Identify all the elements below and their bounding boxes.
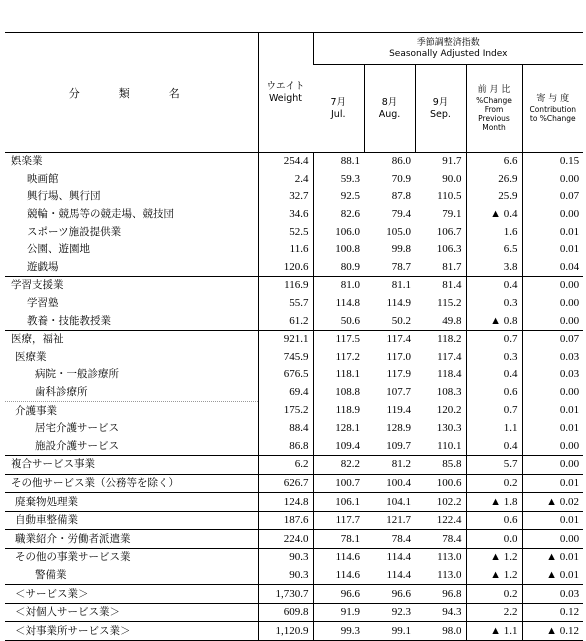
weight-header-ja: ウエイト	[266, 80, 305, 92]
row-index-aug: 50.2	[391, 314, 411, 327]
row-contribution: 0.03	[522, 585, 583, 604]
row-name: 警備業	[35, 568, 67, 581]
row-name: 娯楽業	[11, 155, 43, 168]
row-name: ＜対個人サービス業＞	[5, 603, 258, 622]
table-row	[5, 349, 583, 367]
row-index-jul: 50.6	[313, 312, 364, 330]
table-row	[5, 330, 583, 348]
row-name: 医療業	[15, 350, 47, 363]
table-row	[5, 603, 583, 622]
change-header	[466, 65, 522, 153]
row-index-aug: 78.4	[364, 530, 415, 549]
row-change: 0.6	[466, 511, 522, 530]
month-header-sep	[415, 65, 466, 153]
table-row	[5, 622, 583, 641]
row-name: 競輪・競馬等の競走場、競技団	[27, 208, 174, 221]
row-index-aug: 99.1	[364, 622, 415, 641]
table-row	[5, 259, 583, 277]
row-index-aug: 128.9	[386, 422, 411, 435]
change-header-en-3: Previous	[478, 114, 510, 123]
category-header: 分 類 名	[5, 33, 258, 153]
table-row	[5, 420, 583, 438]
row-index-aug: 81.2	[364, 456, 415, 475]
index-header	[313, 33, 583, 65]
row-name: 歯科診療所	[35, 386, 88, 399]
row-change: 1.6	[466, 223, 522, 241]
row-index-jul: 82.2	[313, 456, 364, 475]
row-name: 医療，福祉	[5, 330, 258, 348]
row-index-sep: 113.0	[437, 568, 462, 581]
row-index-sep: 100.6	[415, 474, 466, 493]
row-weight: 11.6	[258, 241, 313, 259]
index-table-container	[5, 32, 583, 641]
weight-header	[258, 33, 313, 153]
row-name: 学習支援業	[5, 277, 258, 295]
row-name: 自動車整備業	[5, 511, 258, 530]
row-index-sep: 122.4	[415, 511, 466, 530]
row-change: 26.9	[466, 171, 522, 189]
table-row	[5, 223, 583, 241]
row-contribution: ▲ 0.01	[522, 549, 583, 567]
row-index-jul: 99.3	[313, 622, 364, 641]
index-header-en: Seasonally Adjusted Index	[389, 48, 508, 59]
row-contribution: 0.01	[522, 511, 583, 530]
row-index-jul: 118.1	[313, 366, 364, 384]
row-index-sep: 113.0	[415, 549, 466, 567]
table-row	[5, 585, 583, 604]
row-name: 廃棄物処理業	[5, 493, 258, 512]
row-index-jul: 106.1	[313, 493, 364, 512]
row-index-aug: 100.4	[364, 474, 415, 493]
row-index-aug: 79.4	[391, 208, 411, 221]
row-index-sep: 98.0	[415, 622, 466, 641]
row-index-sep: 94.3	[415, 603, 466, 622]
row-contribution: 0.00	[522, 312, 583, 330]
row-change: ▲ 1.1	[466, 622, 522, 641]
row-name: 遊戯場	[27, 260, 59, 273]
row-weight: 609.8	[258, 603, 313, 622]
service-index-table	[5, 32, 583, 641]
row-index-jul: 80.9	[313, 259, 364, 277]
row-index-aug: 78.7	[391, 260, 411, 273]
row-change: ▲ 1.8	[466, 493, 522, 512]
row-weight: 52.5	[258, 223, 313, 241]
row-index-jul: 128.1	[313, 420, 364, 438]
table-row	[5, 241, 583, 259]
table-row	[5, 474, 583, 493]
change-header-ja: 前 月 比	[477, 85, 511, 95]
row-index-sep: 130.3	[436, 422, 462, 435]
row-change: 1.1	[466, 420, 522, 438]
month-aug-en: Aug.	[378, 108, 401, 120]
row-name: その他の事業サービス業	[5, 549, 258, 567]
row-contribution: ▲ 0.02	[522, 493, 583, 512]
row-index-sep: 106.3	[436, 243, 462, 256]
month-jul-ja: 7月	[330, 96, 347, 108]
row-index-jul: 82.6	[313, 206, 364, 224]
table-row	[5, 295, 583, 313]
row-change: 0.3	[466, 295, 522, 313]
row-index-aug: 119.4	[386, 404, 411, 417]
row-index-sep: 117.4	[437, 350, 462, 363]
row-index-jul: 109.4	[313, 438, 364, 456]
row-index-aug: 117.0	[386, 350, 411, 363]
row-contribution: 0.01	[522, 223, 583, 241]
row-change: 2.2	[466, 603, 522, 622]
row-contribution: 0.01	[522, 241, 583, 259]
row-weight: 90.3	[258, 567, 313, 585]
row-index-aug: 109.7	[386, 439, 411, 452]
row-contribution: 0.07	[522, 188, 583, 206]
row-contribution: 0.04	[522, 259, 583, 277]
row-index-aug: 99.8	[391, 243, 411, 256]
row-index-aug: 121.7	[364, 511, 415, 530]
row-index-sep: 106.7	[436, 225, 462, 238]
row-weight: 90.3	[258, 549, 313, 567]
row-weight: 1,120.9	[258, 622, 313, 641]
table-row	[5, 206, 583, 224]
row-contribution: 0.00	[522, 530, 583, 549]
row-change: ▲ 1.2	[466, 549, 522, 567]
row-index-jul: 108.8	[313, 384, 364, 402]
row-index-aug: 70.9	[391, 172, 411, 185]
table-row	[5, 493, 583, 512]
index-header-ja: 季節調整済指数	[416, 37, 480, 48]
row-weight: 124.8	[258, 493, 313, 512]
row-weight: 1,730.7	[258, 585, 313, 604]
row-index-jul: 100.7	[313, 474, 364, 493]
row-contribution: 0.00	[522, 295, 583, 313]
row-index-sep: 110.5	[437, 190, 462, 203]
row-contribution: 0.00	[522, 384, 583, 402]
row-weight: 224.0	[258, 530, 313, 549]
row-index-sep: 120.2	[436, 404, 462, 417]
row-index-aug: 81.1	[364, 277, 415, 295]
row-change: 0.0	[466, 530, 522, 549]
row-index-sep: 85.8	[415, 456, 466, 475]
row-name: 介護事業	[5, 402, 258, 420]
row-weight: 116.9	[258, 277, 313, 295]
change-header-en-4: Month	[482, 123, 506, 132]
row-index-jul: 117.7	[313, 511, 364, 530]
table-row	[5, 277, 583, 295]
row-index-aug: 105.0	[386, 225, 411, 238]
row-name: 興行場、興行団	[27, 190, 101, 203]
row-index-aug: 87.8	[391, 190, 411, 203]
row-index-sep: 81.4	[415, 277, 466, 295]
row-name: 病院・一般診療所	[35, 368, 119, 381]
row-weight: 676.5	[258, 366, 313, 384]
change-header-en-2: From	[484, 105, 504, 114]
row-index-sep: 118.4	[437, 368, 462, 381]
row-change: ▲ 0.8	[466, 312, 522, 330]
row-contribution: 0.00	[522, 456, 583, 475]
row-index-aug: 104.1	[364, 493, 415, 512]
row-contribution: 0.00	[522, 277, 583, 295]
month-header-aug	[364, 65, 415, 153]
row-name: スポーツ施設提供業	[27, 225, 122, 238]
contribution-header-en-1: Contribution	[529, 105, 577, 114]
row-index-jul: 118.9	[313, 402, 364, 420]
row-change: 0.7	[466, 402, 522, 420]
row-contribution: 0.00	[522, 171, 583, 189]
row-index-sep: 78.4	[415, 530, 466, 549]
row-change: 0.2	[466, 474, 522, 493]
row-contribution: 0.12	[522, 603, 583, 622]
row-contribution: 0.00	[522, 438, 583, 456]
row-name: 公園、遊園地	[27, 243, 90, 256]
contribution-header-en-2: to %Change	[529, 114, 576, 123]
table-row	[5, 312, 583, 330]
row-index-jul: 91.9	[313, 603, 364, 622]
row-contribution: 0.00	[522, 206, 583, 224]
row-change: ▲ 1.2	[466, 567, 522, 585]
table-row	[5, 153, 583, 171]
row-name: ＜サービス業＞	[5, 585, 258, 604]
table-header	[5, 33, 583, 153]
row-index-jul: 96.6	[313, 585, 364, 604]
row-contribution: 0.15	[522, 153, 583, 171]
table-row	[5, 456, 583, 475]
row-name: その他サービス業（公務等を除く）	[5, 474, 258, 493]
row-index-sep: 91.7	[442, 155, 462, 168]
row-index-aug: 114.9	[386, 297, 411, 310]
row-weight: 187.6	[258, 511, 313, 530]
row-index-sep: 81.7	[442, 260, 462, 273]
row-weight: 120.6	[258, 259, 313, 277]
row-contribution: 0.07	[522, 330, 583, 348]
row-change: 0.2	[466, 585, 522, 604]
table-row	[5, 438, 583, 456]
row-change: 6.6	[466, 153, 522, 171]
row-change: 0.6	[466, 384, 522, 402]
row-index-jul: 106.0	[313, 223, 364, 241]
table-row	[5, 384, 583, 402]
row-index-sep: 79.1	[442, 208, 462, 221]
row-weight: 86.8	[258, 438, 313, 456]
row-index-aug: 86.0	[391, 155, 411, 168]
table-row	[5, 530, 583, 549]
row-contribution: 0.01	[522, 474, 583, 493]
row-weight: 61.2	[258, 312, 313, 330]
row-index-jul: 114.6	[313, 567, 364, 585]
change-header-en-1: %Change	[476, 96, 512, 105]
month-jul-en: Jul.	[331, 108, 346, 120]
table-row	[5, 366, 583, 384]
row-weight: 88.4	[258, 420, 313, 438]
row-index-jul: 100.8	[313, 241, 364, 259]
month-sep-en: Sep.	[430, 108, 451, 120]
row-index-aug: 92.3	[364, 603, 415, 622]
row-index-jul: 117.5	[313, 330, 364, 348]
table-row	[5, 567, 583, 585]
row-change: 6.5	[466, 241, 522, 259]
row-contribution: 0.03	[522, 366, 583, 384]
row-index-sep: 96.8	[415, 585, 466, 604]
table-row	[5, 188, 583, 206]
row-index-sep: 49.8	[442, 314, 462, 327]
row-index-jul: 114.8	[313, 295, 364, 313]
month-header-jul	[313, 65, 364, 153]
table-row	[5, 549, 583, 567]
row-contribution: 0.01	[522, 402, 583, 420]
row-weight: 254.4	[258, 153, 313, 171]
row-index-sep: 108.3	[436, 386, 462, 399]
contribution-header	[522, 65, 583, 153]
row-change: 0.4	[466, 366, 522, 384]
row-weight: 921.1	[258, 330, 313, 348]
row-index-aug: 117.9	[386, 368, 411, 381]
row-contribution: ▲ 0.01	[522, 567, 583, 585]
row-weight: 69.4	[258, 384, 313, 402]
row-change: 0.4	[466, 438, 522, 456]
row-index-jul: 81.0	[313, 277, 364, 295]
row-index-aug: 96.6	[364, 585, 415, 604]
row-name: 職業紹介・労働者派遣業	[5, 530, 258, 549]
row-name: ＜対事業所サービス業＞	[5, 622, 258, 641]
row-index-sep: 115.2	[437, 297, 462, 310]
row-weight: 55.7	[258, 295, 313, 313]
row-name: 映画館	[27, 172, 59, 185]
row-weight: 175.2	[258, 402, 313, 420]
row-change: 0.4	[466, 277, 522, 295]
row-change: 0.7	[466, 330, 522, 348]
month-aug-ja: 8月	[381, 96, 398, 108]
row-index-jul: 59.3	[313, 171, 364, 189]
row-weight: 2.4	[258, 171, 313, 189]
row-weight: 34.6	[258, 206, 313, 224]
row-index-sep: 118.2	[415, 330, 466, 348]
table-row	[5, 402, 583, 420]
table-row	[5, 171, 583, 189]
row-index-aug: 114.4	[386, 568, 411, 581]
row-index-aug: 117.4	[364, 330, 415, 348]
row-index-jul: 78.1	[313, 530, 364, 549]
row-contribution: ▲ 0.12	[522, 622, 583, 641]
row-index-sep: 102.2	[415, 493, 466, 512]
row-change: ▲ 0.4	[466, 206, 522, 224]
table-row	[5, 511, 583, 530]
row-index-sep: 90.0	[442, 172, 462, 185]
row-change: 0.3	[466, 349, 522, 367]
row-weight: 626.7	[258, 474, 313, 493]
row-weight: 6.2	[258, 456, 313, 475]
weight-header-en: Weight	[268, 92, 303, 104]
row-weight: 32.7	[258, 188, 313, 206]
row-weight: 745.9	[258, 349, 313, 367]
row-change: 5.7	[466, 456, 522, 475]
row-name: 学習塾	[27, 297, 59, 310]
row-index-aug: 114.4	[364, 549, 415, 567]
row-index-jul: 92.5	[313, 188, 364, 206]
row-index-jul: 117.2	[313, 349, 364, 367]
row-index-aug: 107.7	[386, 386, 411, 399]
row-name: 居宅介護サービス	[35, 422, 119, 435]
row-name: 複合サービス事業	[5, 456, 258, 475]
row-contribution: 0.03	[522, 349, 583, 367]
row-name: 教養・技能教授業	[27, 314, 111, 327]
row-change: 25.9	[466, 188, 522, 206]
row-index-jul: 114.6	[313, 549, 364, 567]
contribution-header-ja: 寄 与 度	[536, 94, 570, 104]
row-index-sep: 110.1	[437, 439, 462, 452]
row-change: 3.8	[466, 259, 522, 277]
row-name: 施設介護サービス	[35, 439, 119, 452]
table-body	[5, 153, 583, 641]
month-sep-ja: 9月	[432, 96, 449, 108]
row-contribution: 0.01	[522, 420, 583, 438]
row-index-jul: 88.1	[313, 153, 364, 171]
